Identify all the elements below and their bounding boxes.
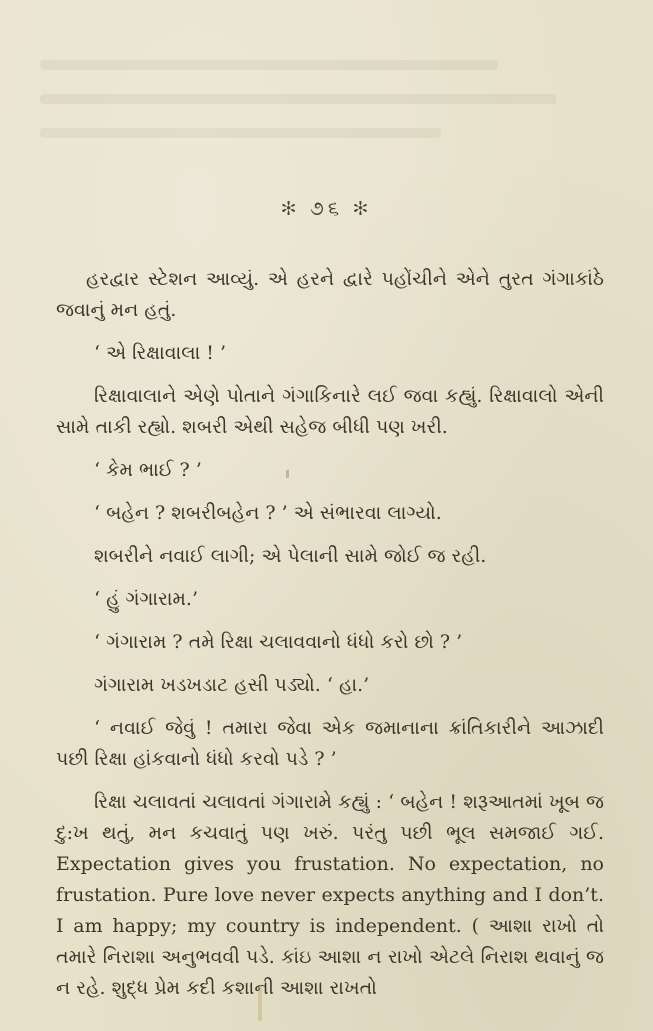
paragraph: ‘ ગંગારામ ? તમે રિક્ષા ચલાવવાનો ધંધો કરો છો ? ’ — [94, 631, 463, 653]
chapter-number-heading: ✻ ૭૬ ✻ — [281, 196, 372, 220]
paragraph: ‘ નવાઈ જેવું ! તમારા જેવા એક જમાનાના ક્રાંતિકારીને આઝાદી પછી રિક્ષા હાંકવાનો ધંધો કરવો પડે ? ’ — [56, 717, 604, 770]
paragraph: ગંગારામ ખડખડાટ હસી પડ્યો. ‘ હા.’ — [94, 674, 370, 696]
paragraph: ‘ એ રિક્ષાવાલા ! ’ — [94, 342, 226, 364]
paragraph: ‘ બહેન ? શબરીબહેન ? ’ એ સંભારવા લાગ્યો. — [94, 502, 442, 524]
paragraph: ‘ કેમ ભાઈ ? ’ — [94, 459, 202, 481]
paragraph: રિક્ષાવાલાને એણે પોતાને ગંગાકિનારે લઈ જવા કહ્યું. રિક્ષાવાલો એની સામે તાકી રહ્યો. શબરી એથી સહેજ બીધી પણ ખરી. — [56, 385, 604, 438]
paragraph: શબરીને નવાઈ લાગી; એ પેલાની સામે જોઈ જ રહી. — [94, 545, 487, 567]
paper-stain — [258, 985, 262, 1021]
ink-speck — [286, 470, 289, 478]
paragraph: રિક્ષા ચલાવતાં ચલાવતાં ગંગારામે કહ્યું : ‘ બહેન ! શરૂઆતમાં ખૂબ જ દુ:ખ થતું, મન કચવાતું પણ ખરું. પરંતુ પછી ભૂલ સમજાઈ ગઈ. Expectation gives you frustation. No expectation, no frustation. Pure love never expects anything and I don’t. I am happy; my country is independent. ( આશા રાખો તો તમારે નિરાશા અનુભવવી પડે. કાંઇ આશા ન રાખો એટલે નિરાશ થવાનું જ ન રહે. શુદ્ધ પ્રેમ કદી કશાની આશા રાખતો — [56, 791, 604, 999]
paragraph: ‘ હું ગંગારામ.’ — [94, 588, 198, 610]
show-through-text — [40, 60, 613, 180]
page-body — [56, 264, 604, 1016]
paragraph: હરદ્વાર સ્ટેશન આવ્યું. એ હરને દ્વારે પહોંચીને એને તુરત ગંગાકાંઠે જવાનું મન હતું. — [56, 268, 604, 321]
